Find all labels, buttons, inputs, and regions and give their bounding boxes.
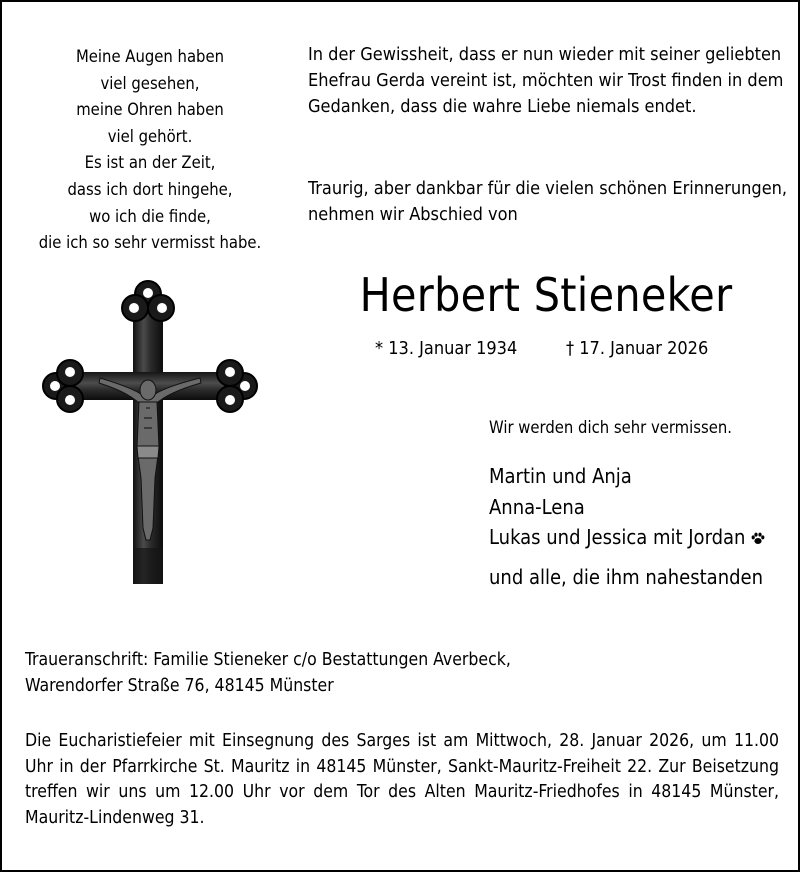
poem-line: dass ich dort hingehe,: [67, 179, 233, 199]
family-member-with-pet: [489, 522, 765, 553]
family-member: Anna-Lena: [489, 494, 585, 519]
death-date: † 17. Januar 2026: [566, 338, 709, 359]
poem: [24, 44, 276, 257]
crucifix-icon: [40, 278, 260, 588]
mourning-address: [25, 647, 511, 699]
miss-line: Wir werden dich sehr vermissen.: [489, 418, 732, 437]
intro-text: [308, 42, 783, 120]
farewell-line: Traurig, aber dankbar für die vielen schönen Erinnerungen,: [308, 178, 788, 199]
family-member: Lukas und Jessica mit Jordan: [489, 525, 746, 549]
address-line: Traueranschrift: Familie Stieneker c/o Bestattungen Averbeck,: [25, 650, 511, 670]
poem-line: die ich so sehr vermisst habe.: [38, 233, 262, 253]
family-member: Martin und Anja: [489, 464, 632, 488]
service-details: Die Eucharistiefeier mit Einsegnung des Sarges ist am Mittwoch, 28. Januar 2026, um 11.00 Uhr in der Pfarrkirche St. Mauritz in 48145 Münster, Sankt-Mauritz-Freiheit 22. Zur Beisetzung treffen wir uns um 12.00 Uhr vor dem Tor des Alten Mauritz-Friedhofes in 48145 Münster, Mauritz-Lindenweg 31.: [25, 731, 779, 828]
intro-line: Ehefrau Gerda vereint ist, möchten wir Trost finden in dem: [308, 70, 784, 91]
birth-date: * 13. Januar 1934: [375, 338, 518, 359]
deceased-name: Herbert Stieneker: [359, 268, 733, 322]
intro-line: In der Gewissheit, dass er nun wieder mit seiner geliebten: [308, 44, 782, 65]
poem-line: Meine Augen haben: [75, 47, 225, 66]
poem-line: viel gehört.: [107, 126, 193, 146]
poem-line: Es ist an der Zeit,: [84, 153, 216, 173]
poem-line: viel gesehen,: [100, 73, 200, 93]
paw-icon: [751, 532, 765, 545]
family-list: [489, 461, 765, 553]
farewell-line: nehmen wir Abschied von: [308, 204, 518, 225]
poem-line: meine Ohren haben: [76, 100, 224, 120]
others-line: und alle, die ihm nahestanden: [489, 565, 764, 589]
farewell-text: [308, 176, 787, 228]
address-line: Warendorfer Straße 76, 48145 Münster: [25, 676, 334, 696]
poem-line: wo ich die finde,: [89, 206, 211, 226]
intro-line: Gedanken, dass die wahre Liebe niemals endet.: [308, 96, 697, 117]
